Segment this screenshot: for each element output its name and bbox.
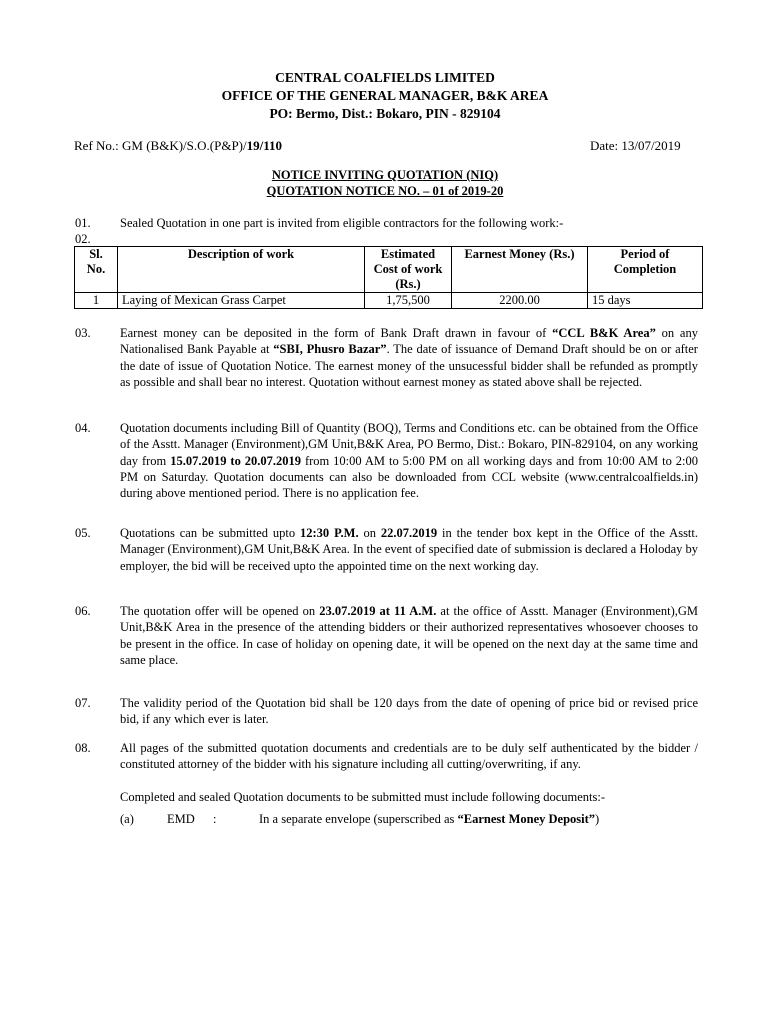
- document-item-label: (a): [120, 812, 134, 826]
- notice-title: NOTICE INVITING QUOTATION (NIQ): [271, 168, 499, 182]
- clause-04-part-2: from 10:00 AM to 5:00 PM on all working days and from 10:00 AM to 2:00 PM on Saturday. Quotation documents can also be downloaded from CCL website (www.centralcoalfields.in) during above mentioned period. There is no application fee.: [120, 453, 698, 501]
- cell-estimated-cost: 1,75,500: [365, 293, 452, 309]
- clause-02-number: 02.: [75, 232, 91, 246]
- ref-number: 19/110: [246, 138, 283, 153]
- document-item-description: [259, 811, 599, 827]
- clause-08-text-2: Completed and sealed Quotation documents to be submitted must include following documents:-: [120, 790, 605, 804]
- clause-07-text: The validity period of the Quotation bid shall be 120 days from the date of opening of price bid or revised price bid, if any which ever is later.: [120, 696, 698, 727]
- clause-04-number: 04.: [75, 421, 91, 435]
- cell-earnest-money: 2200.00: [452, 293, 588, 309]
- clause-05-text: [120, 525, 698, 574]
- clause-08-text: All pages of the submitted quotation documents and credentials are to be duly self authenticated by the bidder / constituted attorney of the bidder with his signature including all cutting/overwriting, if any.: [120, 741, 698, 772]
- item-desc-part-2: ): [595, 812, 600, 826]
- notice-subtitle: QUOTATION NOTICE NO. – 01 of 2019-20: [266, 184, 504, 198]
- col-header-estimated-cost: Estimated Cost of work (Rs.): [365, 247, 452, 293]
- clause-05-number: 05.: [75, 526, 91, 540]
- clause-01-number: 01.: [75, 216, 91, 230]
- clause-04-text: [120, 420, 698, 501]
- cell-description: Laying of Mexican Grass Carpet: [118, 293, 365, 309]
- work-table: [74, 246, 703, 309]
- cell-period: 15 days: [588, 293, 703, 309]
- table-row: [75, 293, 703, 309]
- col-header-sl-no: Sl. No.: [75, 247, 118, 293]
- submission-date: 22.07.2019: [380, 526, 438, 540]
- submission-time: 12:30 P.M.: [300, 526, 359, 540]
- item-desc-part-1: In a separate envelope (superscribed as: [259, 812, 458, 826]
- clause-06-number: 06.: [75, 604, 91, 618]
- col-header-earnest-money: Earnest Money (Rs.): [452, 247, 588, 293]
- office-name: OFFICE OF THE GENERAL MANAGER, B&K AREA: [221, 88, 549, 103]
- clause-01-text: Sealed Quotation in one part is invited from eligible contractors for the following work:-: [120, 216, 564, 230]
- col-header-description: Description of work: [118, 247, 365, 293]
- clause-03-part-1: Earnest money can be deposited in the form of Bank Draft drawn in favour of: [120, 326, 553, 340]
- clause-03-text: [120, 325, 698, 390]
- company-name: CENTRAL COALFIELDS LIMITED: [275, 70, 495, 85]
- clause-06-part-1: The quotation offer will be opened on: [120, 604, 320, 618]
- clause-03-part-3: . The date of issuance of Demand Draft should be on or after the date of issue of Quotation Notice. The earnest money of the unsucessful bidder shall be refunded as promptly as possible and shall bear no interest. Quotation without earnest money as stated above shall be rejected.: [120, 342, 698, 389]
- payee-name: “CCL B&K Area”: [552, 326, 656, 340]
- clause-08-number: 08.: [75, 741, 91, 755]
- document-sale-period: 15.07.2019 to 20.07.2019: [170, 453, 302, 468]
- office-address: PO: Bermo, Dist.: Bokaro, PIN - 829104: [269, 106, 501, 121]
- clause-05-part-3: in the tender box kept in the Office of the Asstt. Manager (Environment),GM Unit,B&K Area. In the event of specified date of submission is declared a Holoday by employer, the bid will be received upto the appointed time on the next working day.: [120, 526, 699, 573]
- envelope-superscription: “Earnest Money Deposit”: [457, 812, 596, 826]
- notice-date: Date: 13/07/2019: [590, 138, 681, 153]
- clause-05-part-2: on: [358, 526, 381, 540]
- opening-date-time: 23.07.2019 at 11 A.M.: [319, 604, 437, 618]
- ref-prefix: Ref No.: GM (B&K)/S.O.(P&P)/: [74, 138, 247, 153]
- clause-03-part-2: on any Nationalised Bank Payable at: [120, 326, 698, 357]
- col-header-period: Period of Completion: [588, 247, 703, 293]
- reference-number: [74, 138, 282, 154]
- clause-07-number: 07.: [75, 696, 91, 710]
- payable-bank: “SBI, Phusro Bazar”: [273, 342, 387, 357]
- clause-06-part-2: at the office of Asstt. Manager (Environment),GM Unit,B&K Area in the presence of the attending bidders or their authorized representatives whosoever chooses to be present in the office. In case of holiday on opening date, it will be opened on the next day at the same time and same place.: [120, 604, 698, 667]
- clause-05-part-1: Quotations can be submitted upto: [120, 526, 301, 540]
- clause-04-part-1: Quotation documents including Bill of Quantity (BOQ), Terms and Conditions etc. can be obtained from the Office of the Asstt. Manager (Environment),GM Unit,B&K Area, PO Bermo, Dist.: Bokaro, PIN-829104, on any working day from: [120, 421, 698, 468]
- clause-03-number: 03.: [75, 326, 91, 340]
- cell-sl-no: 1: [75, 293, 118, 309]
- document-item-name: EMD: [167, 812, 195, 826]
- clause-06-text: [120, 603, 698, 668]
- document-item-colon: :: [213, 812, 217, 826]
- table-header-row: [75, 247, 703, 293]
